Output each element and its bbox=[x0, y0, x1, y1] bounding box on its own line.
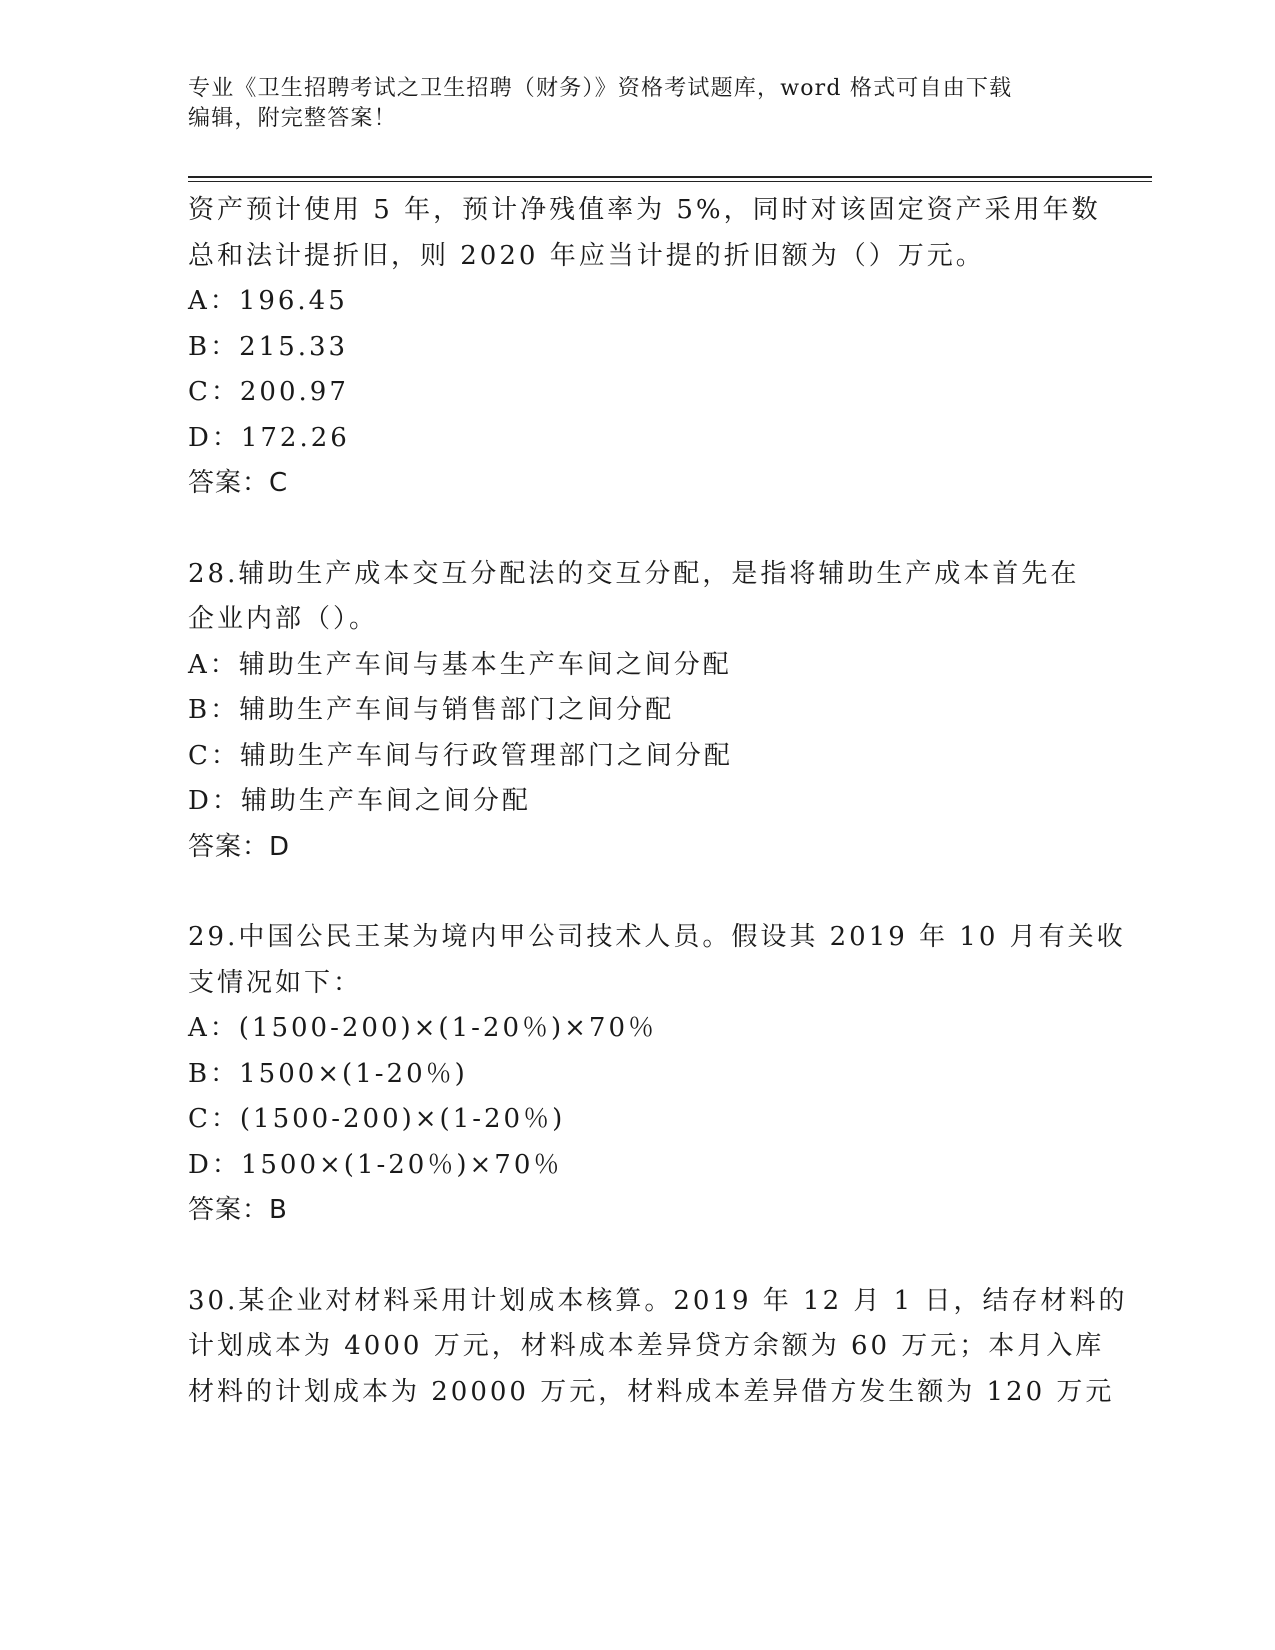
option-c: C：(1500-200)×(1-20％) bbox=[188, 1104, 566, 1134]
header-divider bbox=[188, 176, 1152, 178]
question-text-line: 28.辅助生产成本交互分配法的交互分配，是指将辅助生产成本首先在 bbox=[188, 558, 1080, 589]
question-text-line: 材料的计划成本为 20000 万元，材料成本差异借方发生额为 120 万元 bbox=[188, 1376, 1115, 1407]
option-d: D：辅助生产车间之间分配 bbox=[188, 786, 531, 816]
question-text-line: 资产预计使用 5 年，预计净残值率为 5%，同时对该固定资产采用年数 bbox=[188, 195, 1101, 225]
answer-line: 答案：C bbox=[188, 468, 289, 498]
question-list bbox=[188, 188, 1128, 1415]
spacer bbox=[188, 507, 1088, 552]
option-b: B：215.33 bbox=[188, 331, 349, 362]
spacer bbox=[188, 870, 1088, 915]
option-b: B：辅助生产车间与销售部门之间分配 bbox=[188, 695, 675, 725]
spacer bbox=[188, 1234, 1088, 1279]
question-text-line: 计划成本为 4000 万元，材料成本差异贷方余额为 60 万元；本月入库 bbox=[188, 1331, 1105, 1361]
option-a: A：196.45 bbox=[188, 286, 348, 316]
question-text-line: 30.某企业对材料采用计划成本核算。2019 年 12 月 1 日，结存材料的 bbox=[188, 1285, 1128, 1316]
question-text-line: 总和法计提折旧，则 2020 年应当计提的折旧额为（）万元。 bbox=[188, 240, 985, 271]
header-divider-thin bbox=[188, 181, 1152, 182]
question-block bbox=[188, 915, 1126, 1234]
question-block bbox=[188, 552, 1088, 871]
option-b: B：1500×(1-20％) bbox=[188, 1058, 468, 1089]
header-line-2: 编辑，附完整答案！ bbox=[188, 106, 397, 131]
option-c: C：辅助生产车间与行政管理部门之间分配 bbox=[188, 740, 733, 771]
option-a: A：(1500-200)×(1-20％)×70％ bbox=[188, 1013, 657, 1043]
option-d: D：172.26 bbox=[188, 422, 350, 453]
answer-line: 答案：D bbox=[188, 831, 291, 862]
option-d: D：1500×(1-20％)×70％ bbox=[188, 1149, 563, 1180]
question-text-line: 支情况如下： bbox=[188, 967, 363, 998]
header-line-1: 专业《卫生招聘考试之卫生招聘（财务）》资格考试题库，word 格式可自由下载 bbox=[188, 76, 1013, 101]
answer-line: 答案：B bbox=[188, 1195, 288, 1225]
option-a: A：辅助生产车间与基本生产车间之间分配 bbox=[188, 649, 732, 680]
question-block bbox=[188, 1279, 1128, 1416]
question-block bbox=[188, 188, 1101, 507]
question-text-line: 29.中国公民王某为境内甲公司技术人员。假设其 2019 年 10 月有关收 bbox=[188, 922, 1126, 952]
option-c: C：200.97 bbox=[188, 377, 349, 407]
question-text-line: 企业内部（）。 bbox=[188, 604, 379, 634]
document-header bbox=[188, 74, 1068, 134]
